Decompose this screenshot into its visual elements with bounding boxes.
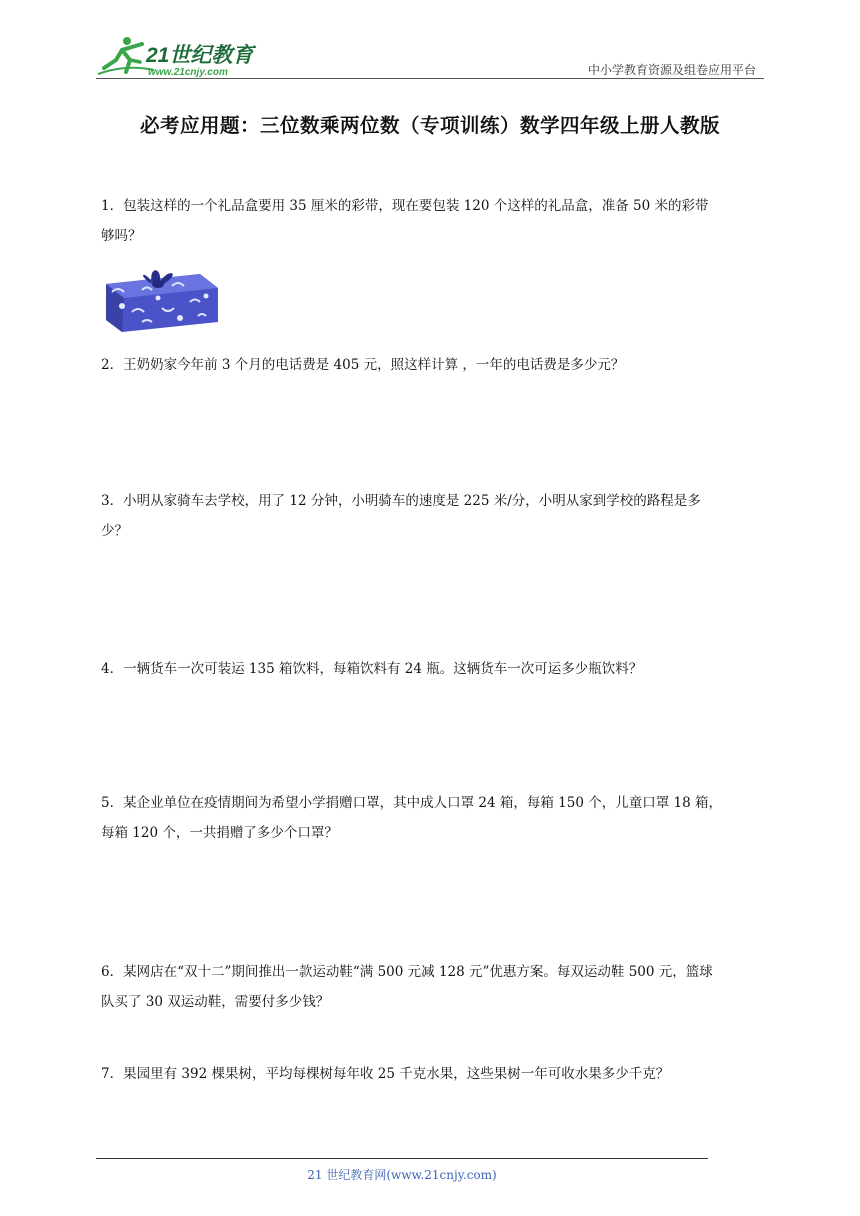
logo-site-text: www.21cnjy.com (148, 67, 228, 78)
question-number: 7． (101, 1066, 124, 1082)
question-number: 1． (101, 198, 124, 214)
question-line: 每箱 120 个，一共捐赠了多少个口罩？ (101, 825, 338, 841)
question-2 (101, 350, 761, 380)
question-number: 5． (101, 795, 124, 811)
header-platform-text: 中小学教育资源及组卷应用平台 (587, 63, 756, 77)
question-3 (101, 486, 761, 546)
question-line: 少？ (101, 523, 128, 539)
question-line: 5．某企业单位在疫情期间为希望小学捐赠口罩，其中成人口罩 24 箱，每箱 150 个，儿童口罩 18 箱， (101, 795, 722, 811)
question-line: 1．包装这样的一个礼品盒要用 35 厘米的彩带，现在要包装 120 个这样的礼品盒，准备 50 米的彩带 (101, 198, 709, 214)
question-line: 4．一辆货车一次可装运 135 箱饮料，每箱饮料有 24 瓶。这辆货车一次可运多少瓶饮料？ (101, 661, 643, 677)
page-title: 必考应用题：三位数乘两位数（专项训练）数学四年级上册人教版 (139, 114, 720, 137)
header-divider (96, 78, 764, 79)
question-line: 够吗？ (101, 228, 142, 244)
question-number: 6． (101, 964, 124, 980)
question-number: 3． (101, 493, 124, 509)
question-7 (101, 1059, 761, 1089)
question-line: 队买了 30 双运动鞋，需要付多少钱？ (101, 994, 330, 1010)
question-6 (101, 957, 761, 1017)
question-number: 4． (101, 661, 124, 677)
question-number: 2． (101, 357, 124, 373)
footer-divider (96, 1158, 708, 1159)
gift-box-image (102, 262, 220, 336)
question-line: 6．某网店在“双十二”期间推出一款运动鞋“满 500 元减 128 元”优惠方案。每双运动鞋 500 元，篮球 (101, 964, 713, 980)
question-line: 2．王奶奶家今年前 3 个月的电话费是 405 元，照这样计算 ，一年的电话费是多少元？ (101, 357, 625, 373)
footer-link[interactable]: 21 世纪教育网(www.21cnjy.com) (307, 1168, 497, 1182)
question-line: 3．小明从家骑车去学校，用了 12 分钟，小明骑车的速度是 225 米/分，小明从家到学校的路程是多 (101, 493, 701, 509)
site-logo (96, 34, 266, 78)
question-4 (101, 654, 761, 684)
question-5 (101, 788, 761, 848)
question-1 (101, 191, 761, 251)
question-line: 7．果园里有 392 棵果树，平均每棵树每年收 25 千克水果，这些果树一年可收水果多少千克？ (101, 1066, 670, 1082)
logo-brand-text: 21世纪教育 (146, 44, 254, 67)
